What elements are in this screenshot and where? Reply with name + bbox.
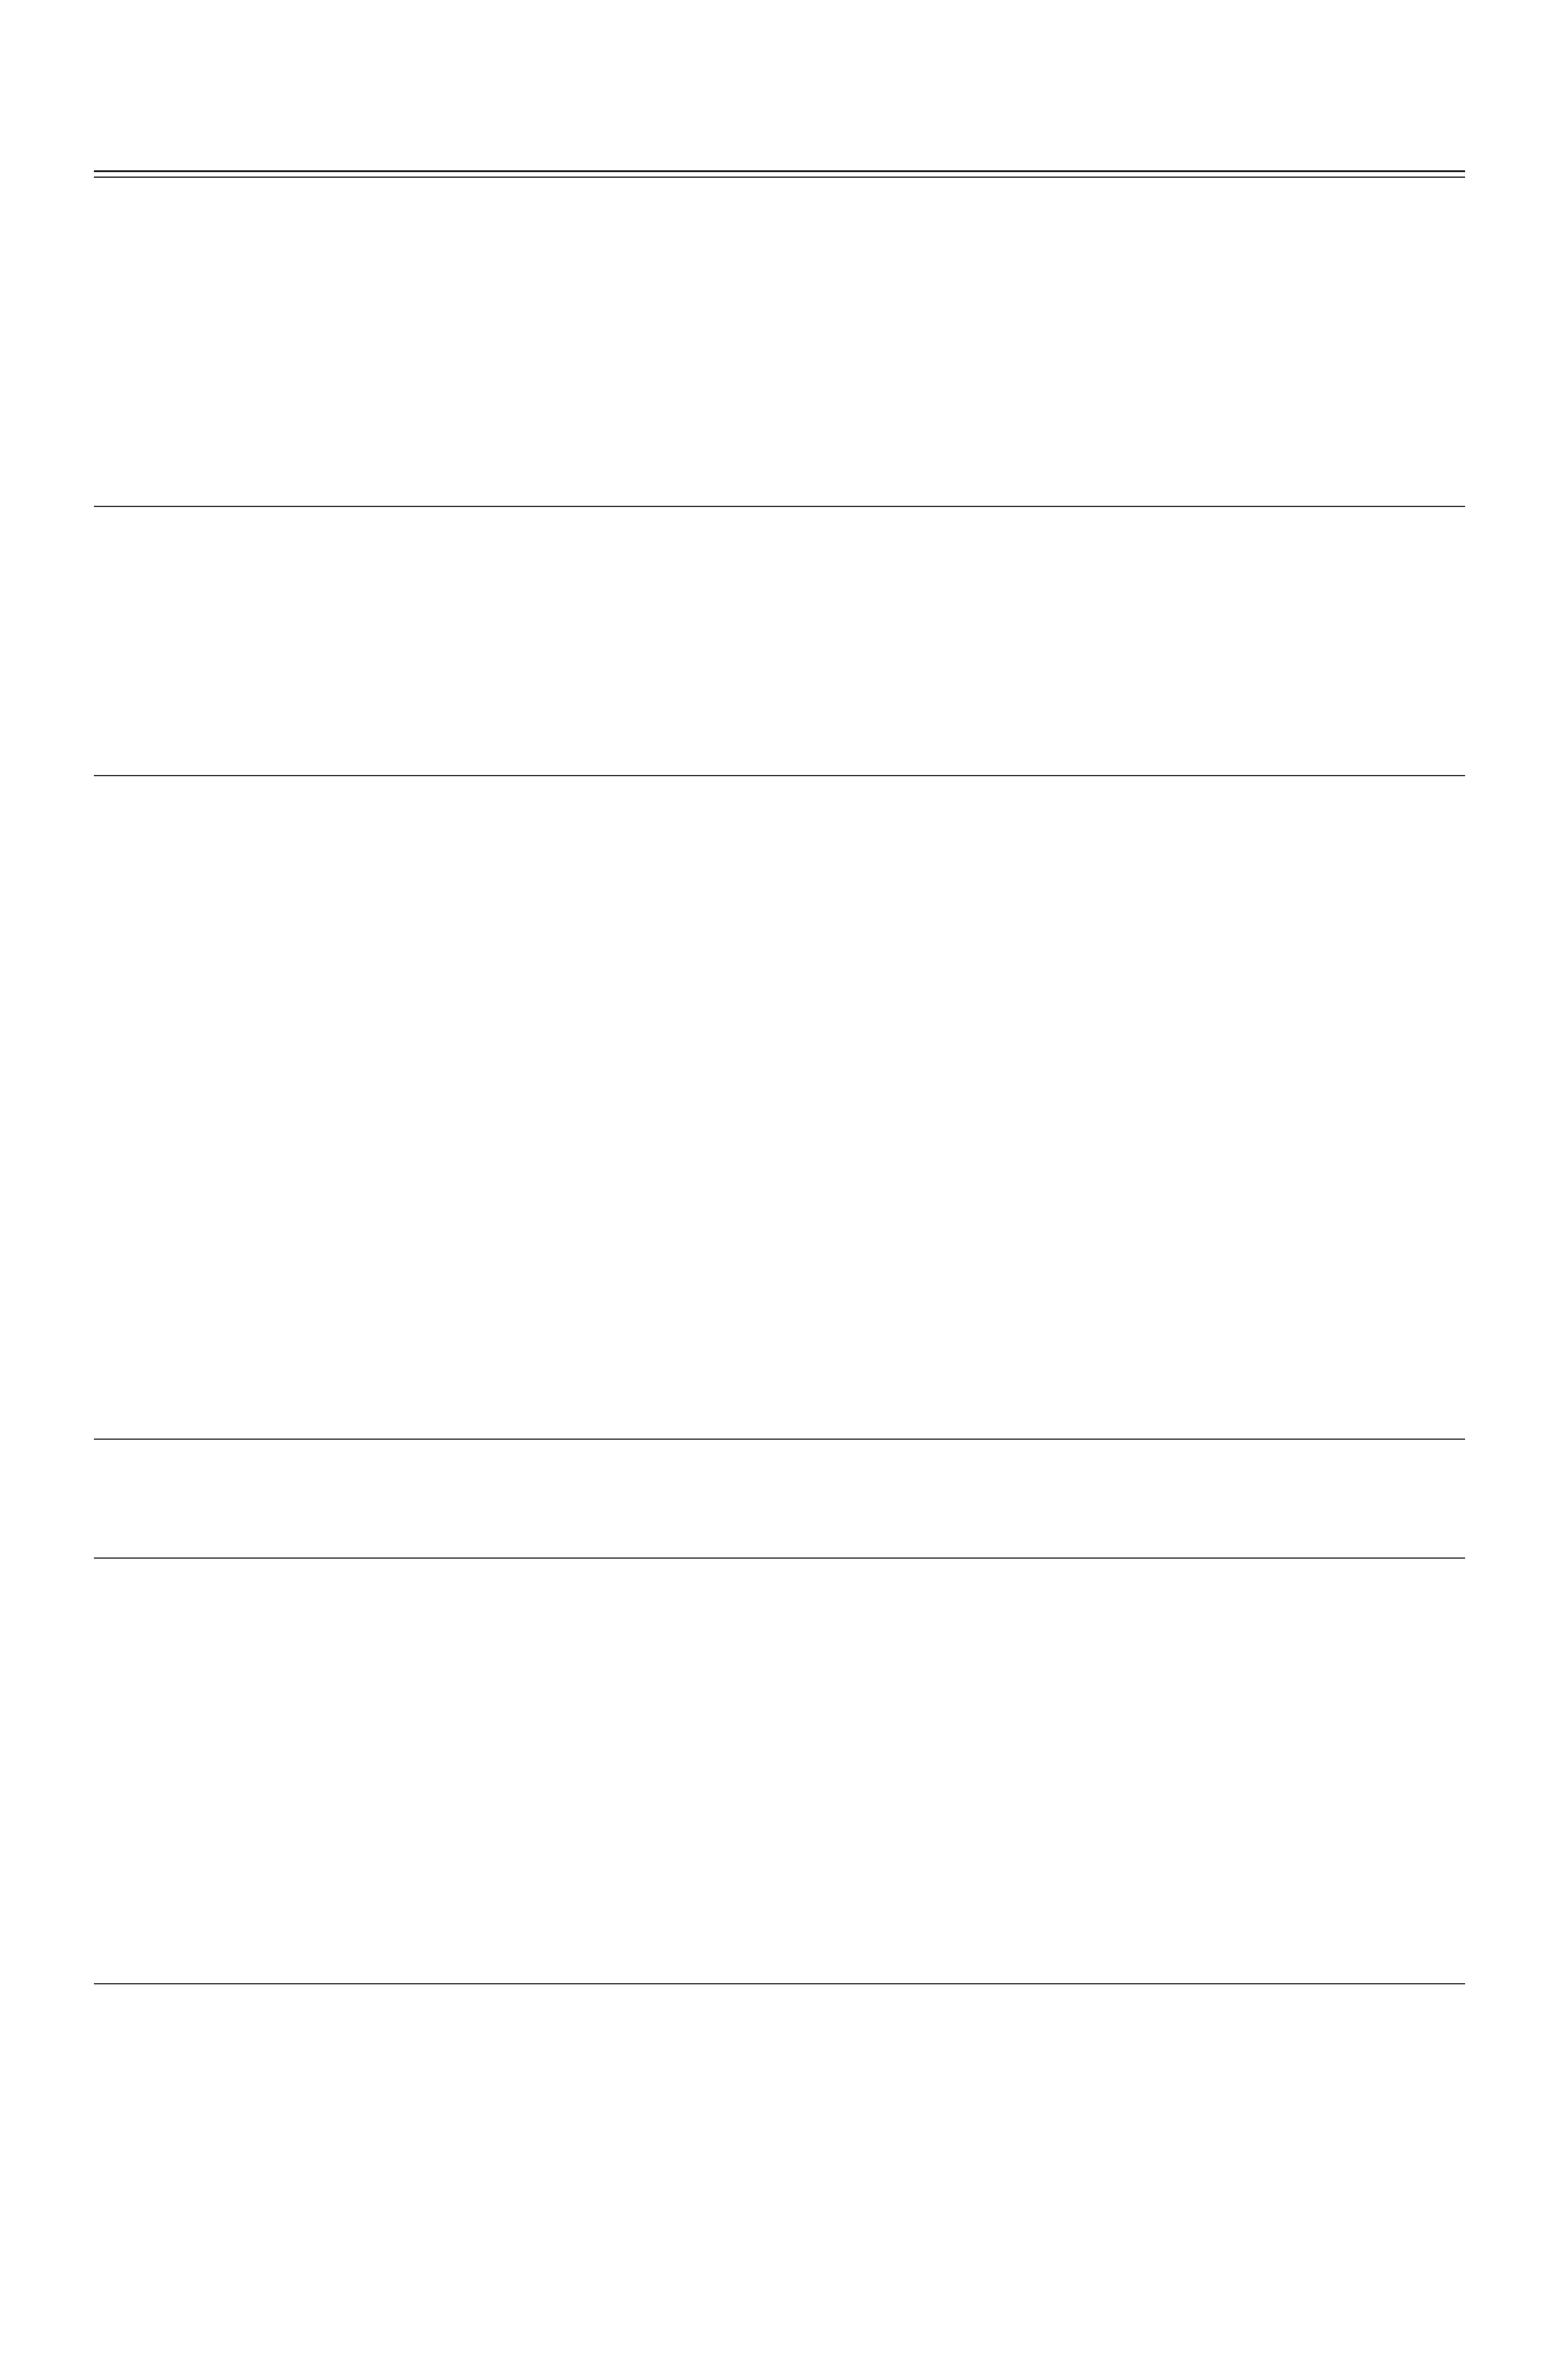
register-table bbox=[94, 213, 1465, 2191]
column-divider bbox=[94, 506, 1465, 507]
header-rule-thin bbox=[94, 177, 1465, 178]
column-divider bbox=[94, 1557, 1465, 1559]
column-divider bbox=[94, 1439, 1465, 1440]
column-divider bbox=[94, 1983, 1465, 1984]
column-divider bbox=[94, 775, 1465, 776]
header-rule bbox=[94, 170, 1465, 172]
